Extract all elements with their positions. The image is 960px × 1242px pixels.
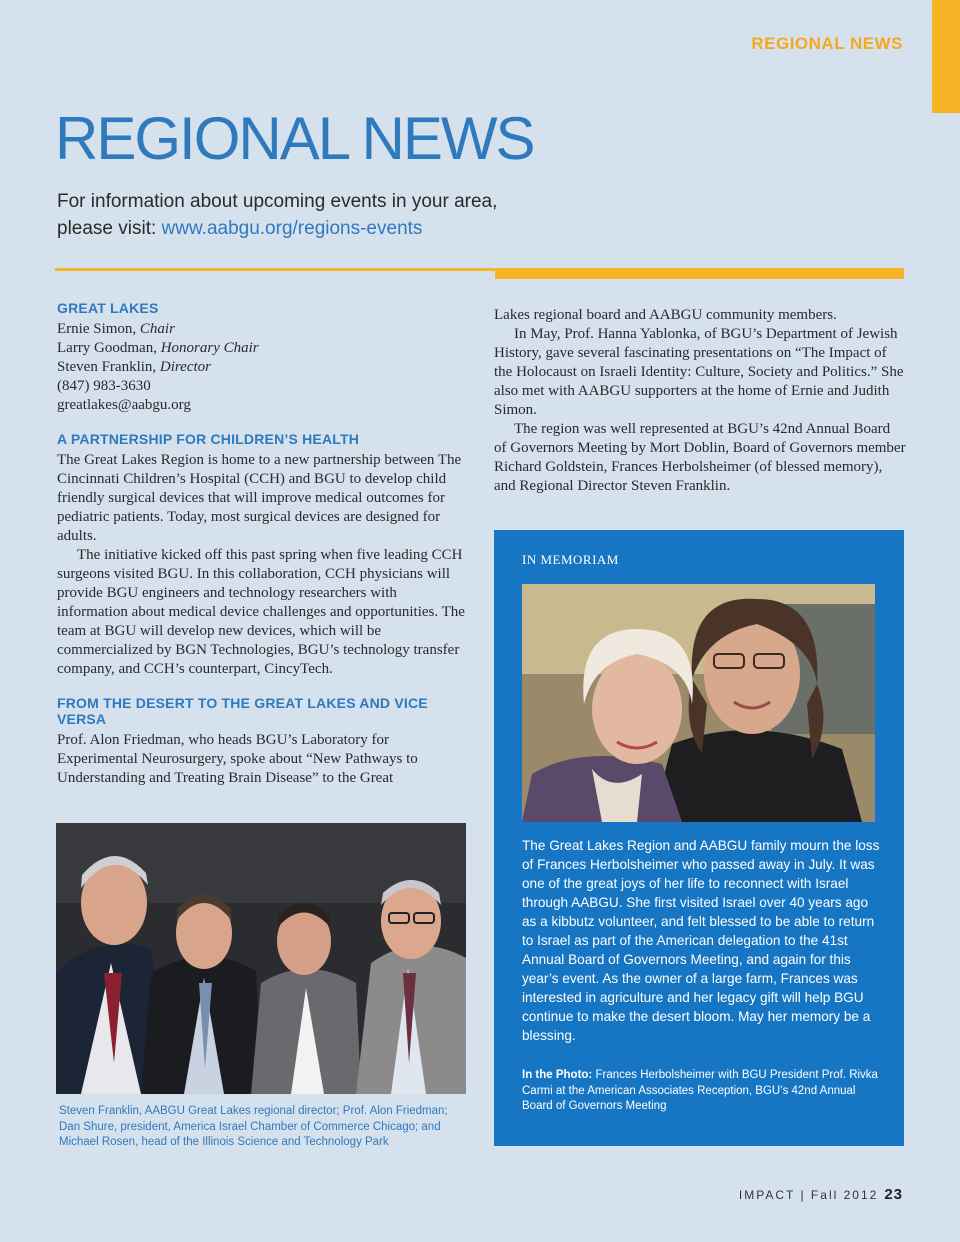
page-number: 23 (884, 1186, 903, 1203)
page-footer (739, 1186, 903, 1203)
divider-thick (495, 268, 904, 279)
memoriam-photo (522, 584, 875, 822)
article-paragraph: The initiative kicked off this past spring when five leading CCH surgeons visited BGU. In this collaboration, CCH physicians will provide BGU engineers and technology researchers with information about medical device challenges and opportunities. The team at BGU will develop new devices, which will be commercialized by BGN Technologies, BGU’s technology transfer company, and CCH’s counterpart, CincyTech. (57, 547, 465, 677)
contact-email: greatlakes@aabgu.org (57, 397, 191, 413)
contact-chair: Ernie Simon, Chair (57, 321, 175, 337)
article-heading: FROM THE DESERT TO THE GREAT LAKES AND VICE VERSA (57, 695, 428, 727)
divider-thin (55, 268, 495, 271)
article-paragraph: In May, Prof. Hanna Yablonka, of BGU’s Department of Jewish History, gave several fascinating presentations on “The Impact of the Holocaust on Israeli Identity: Culture, Society and Politics.” She also met with AABGU supporters at the home of Ernie and Judith Simon. (494, 326, 904, 418)
memoriam-caption-text: Frances Herbolsheimer with BGU President Prof. Rivka Carmi at the American Associates Reception, BGU’s 42nd Annual Board of Governors Meeting (522, 1069, 878, 1112)
intro-prefix: please visit: (57, 218, 162, 239)
article-paragraph: Lakes regional board and AABGU community members. (494, 307, 837, 323)
intro-text (57, 188, 617, 242)
article-paragraph: The region was well represented at BGU’s 42nd Annual Board of Governors Meeting by Mort Doblin, Board of Governors member Richard Goldstein, Frances Herbolsheimer (of blessed memory), and Regional Director Steven Franklin. (494, 421, 906, 494)
page-title: REGIONAL NEWS (55, 105, 534, 172)
left-column (57, 300, 469, 804)
group-photo-caption: Steven Franklin, AABGU Great Lakes regional director; Prof. Alon Friedman; Dan Shure, president, America Israel Chamber of Commerce Chicago; and Michael Rosen, head of the Illinois Science and Technology Park (59, 1105, 448, 1148)
memoriam-photo-illustration (522, 584, 875, 822)
publication-name: IMPACT | Fall 2012 (738, 1188, 879, 1202)
region-heading: GREAT LAKES (57, 300, 159, 316)
regions-events-link[interactable]: www.aabgu.org/regions-events (161, 218, 423, 239)
contact-phone: (847) 983-3630 (57, 378, 151, 394)
article-childrens-health (57, 431, 469, 679)
contact-director: Steven Franklin, Director (57, 359, 212, 375)
right-column (494, 306, 906, 496)
contact-honorary-chair: Larry Goodman, Honorary Chair (57, 340, 259, 356)
group-photo (56, 823, 466, 1094)
article-desert-great-lakes (57, 695, 469, 788)
memoriam-label: IN MEMORIAM (522, 552, 619, 567)
memoriam-box (494, 530, 904, 1146)
intro-line-1: For information about upcoming events in your area, (57, 191, 498, 212)
orange-tab-bar (932, 0, 960, 113)
group-photo-illustration (56, 823, 466, 1094)
memoriam-caption (522, 1068, 880, 1115)
section-tag: REGIONAL NEWS (751, 34, 903, 53)
memoriam-text: The Great Lakes Region and AABGU family mourn the loss of Frances Herbolsheimer who passed away in July. It was one of the great joys of her life to reconnect with Israel through AABGU. She first visited Israel over 40 years ago as a kibbutz volunteer, and felt blessed to be able to return to Israel as part of the American delegation to the 41st Annual Board of Governors Meeting, and again for this year’s event. As the owner of a large farm, Frances was interested in agriculture and her legacy gift will help BGU continue to make the desert bloom. May her memory be a blessing. (522, 838, 880, 1043)
article-heading: A PARTNERSHIP FOR CHILDREN’S HEALTH (57, 431, 360, 447)
memoriam-caption-label: In the Photo: (522, 1069, 593, 1081)
article-paragraph: Prof. Alon Friedman, who heads BGU’s Laboratory for Experimental Neurosurgery, spoke about “New Pathways to Understanding and Treating Brain Disease” to the Great (57, 732, 418, 786)
article-paragraph: The Great Lakes Region is home to a new partnership between The Cincinnati Children’s Hospital (CCH) and BGU to develop child friendly surgical devices that will improve medical outcomes for pediatric patients. Today, most surgical devices are designed for adults. (57, 452, 462, 544)
region-block (57, 300, 469, 415)
intro-line-2 (57, 215, 617, 242)
